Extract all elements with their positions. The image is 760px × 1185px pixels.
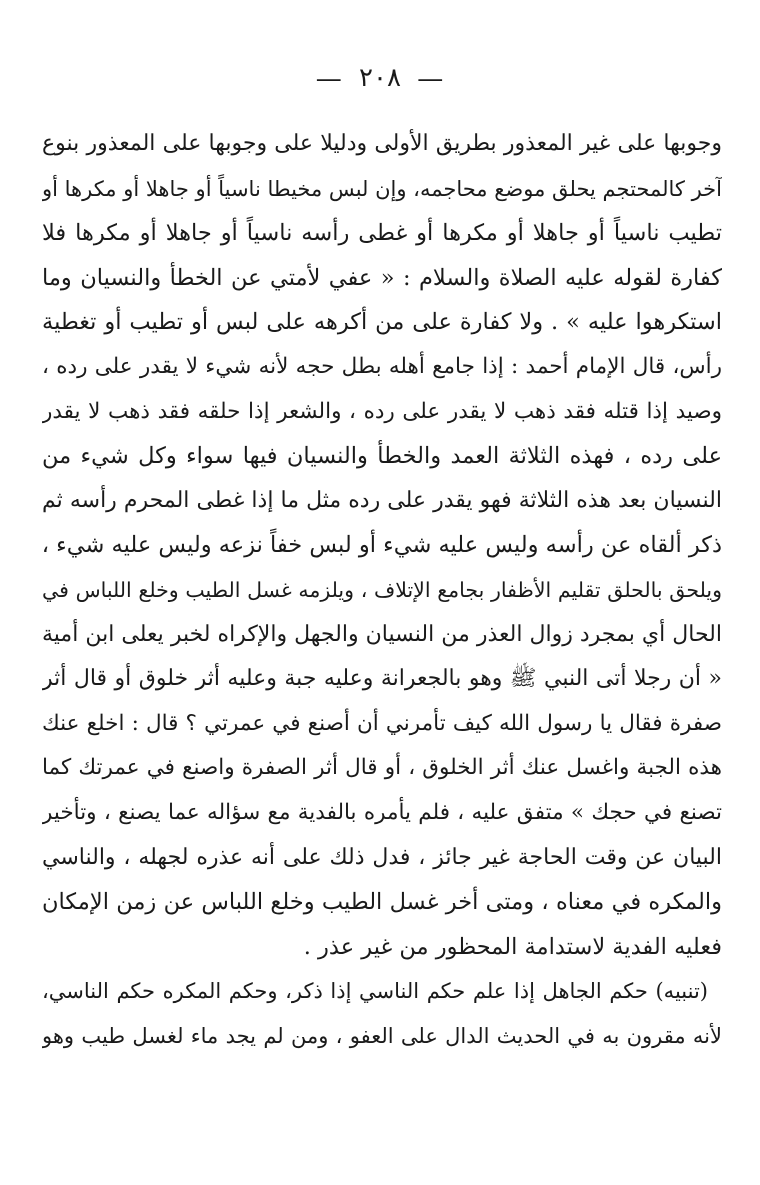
text-line: ويلحق بالحلق تقليم الأظفار بجامع الإتلاف ، ويلزمه غسل الطيب وخلع اللباس في — [42, 577, 722, 602]
text-line: ذكر ألقاه عن رأسه وليس عليه شيء أو لبس خفاً نزعه وليس عليه شيء ، — [42, 532, 722, 559]
page-number: ٢٠٨ — [359, 63, 401, 93]
text-line: صفرة فقال يا رسول الله كيف تأمرني أن أصنع في عمرتي ؟ قال : اخلع عنك — [42, 710, 722, 736]
text-line: آخر كالمحتجم يحلق موضع محاجمه، وإن لبس مخيطا ناسياً أو جاهلا أو مكرها أو — [42, 176, 722, 201]
text-line: تطيب ناسياً أو جاهلا أو مكرها أو غطى رأسه ناسياً أو جاهلا أو مكرها فلا — [42, 220, 722, 247]
text-line: البيان عن وقت الحاجة غير جائز ، فدل ذلك على أنه عذره لجهله ، والناسي — [42, 844, 722, 870]
text-line: وجوبها على غير المعذور بطريق الأولى ودليلا على وجوبها على المعذور بنوع — [42, 131, 722, 156]
text-line: تصنع في حجك » متفق عليه ، فلم يأمره بالفدية مع سؤاله عما يصنع ، وتأخير — [42, 799, 722, 825]
text-line: وصيد إذا قتله فقد ذهب لا يقدر على رده ، والشعر إذا حلقه فقد ذهب لا يقدر — [42, 398, 722, 424]
page-number-dash-right: — — [417, 64, 445, 94]
text-line: « أن رجلا أتى النبي ﷺ وهو بالجعرانة وعليه جبة وعليه أثر خلوق أو قال أثر — [42, 666, 722, 692]
text-line: والمكره في معناه ، ومتى أخر غسل الطيب وخلع اللباس عن زمن الإمكان — [42, 889, 722, 916]
text-line: استكرهوا عليه » . ولا كفارة على من أكرهه على لبس أو تطيب أو تغطية — [42, 309, 722, 336]
page-body-text — [42, 122, 722, 1058]
page-number-header — [0, 58, 760, 99]
text-line: رأس، قال الإمام أحمد : إذا جامع أهله بطل حجه لأنه شيء لا يقدر على رده ، — [42, 353, 722, 379]
paragraph-end-line: فعليه الفدية لاستدامة المحظور من غير عذر . — [303, 933, 722, 960]
text-line: الحال أي بمجرد زوال العذر من النسيان والجهل والإكراه لخبر يعلى ابن أمية — [42, 621, 722, 647]
page-number-dash-left: — — [315, 64, 343, 94]
text-line: كفارة لقوله عليه الصلاة والسلام : « عفي لأمتي عن الخطأ والنسيان وما — [42, 264, 722, 291]
tanbih-note-line: (تنبيه) حكم الجاهل إذا علم حكم الناسي إذا ذكر، وحكم المكره حكم الناسي، — [42, 979, 708, 1004]
text-line: على رده ، فهذه الثلاثة العمد والخطأ والنسيان فيها سواء وكل شيء من — [42, 443, 722, 470]
text-line: هذه الجبة واغسل عنك أثر الخلوق ، أو قال أثر الصفرة واصنع في عمرتك كما — [42, 755, 722, 781]
text-line: النسيان بعد هذه الثلاثة فهو يقدر على رده مثل ما إذا غطى المحرم رأسه ثم — [42, 487, 722, 513]
text-line: لأنه مقرون به في الحديث الدال على العفو ، ومن لم يجد ماء لغسل طيب وهو — [42, 1023, 722, 1048]
